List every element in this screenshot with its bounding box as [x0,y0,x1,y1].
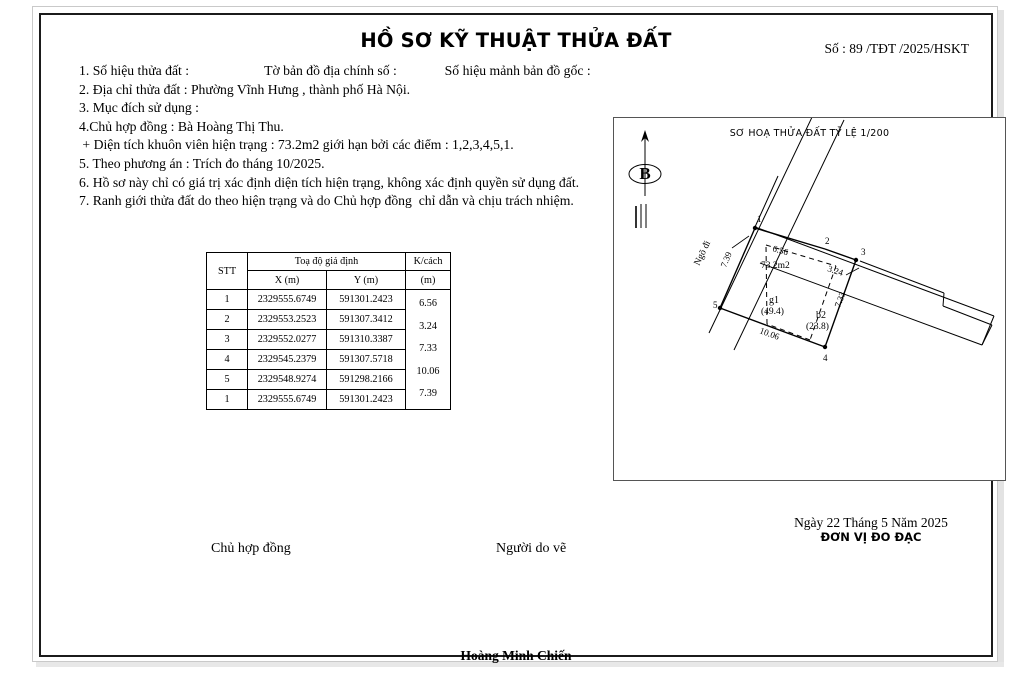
edge-label-3-4: 7.33 [832,290,848,309]
cell-distance: 7.33 [419,343,437,355]
parcel-sketch-panel [613,117,1006,481]
edge-label-4-5: 10.06 [758,325,781,342]
info-line-8: 7. Ranh giới thửa đất do theo hiện trạng và do Chủ hợp đồng chỉ dẫn và chịu trách nhiệm. [79,193,574,209]
edge-label-5-1: 7.39 [718,250,734,269]
area-label: 73.2m2 [761,261,790,271]
info-line-2: 2. Địa chỉ thửa đất : Phường Vĩnh Hưng , thành phố Hà Nội. [79,81,411,97]
cell-stt: 1 [207,390,248,410]
cell-distance: 10.06 [416,365,440,377]
info-line-3: 3. Mục đích sử dụng : [79,100,199,116]
cell-y: 591298.2166 [327,370,406,390]
info-line-6: 5. Theo phương án : Trích đo tháng 10/2025. [79,155,325,171]
parcel-sub-area: (23.8) [806,322,829,332]
signature-name: Hoàng Minh Chiến [460,648,572,663]
cell-y: 591307.3412 [327,310,406,330]
cell-x: 2329555.6749 [248,390,327,410]
info-line-7: 6. Hồ sơ này chỉ có giá trị xác định diện tích hiện trạng, không xác định quyền sử dụng đất. [79,174,580,190]
cell-stt: 5 [207,370,248,390]
page-title: HỒ SƠ KỸ THUẬT THỬA ĐẤT [360,29,672,52]
cell-x: 2329545.2379 [248,350,327,370]
parcel-main-code: g1 [769,295,779,306]
table-header-x: X (m) [248,271,327,290]
coordinate-table [206,252,451,410]
edge-label-1-2: 6.56 [771,243,790,258]
cell-distance: 7.39 [419,388,437,400]
footer-date: Ngày 22 Tháng 5 Năm 2025 [794,515,948,530]
vertex-label-4: 4 [823,353,828,363]
cell-x: 2329552.0277 [248,330,327,350]
page-inner-border [39,13,993,663]
cell-y: 591310.3387 [327,330,406,350]
parcel-sketch-svg [614,118,1005,480]
table-header-group: Toạ độ giả định [248,253,406,271]
cell-x: 2329548.9274 [248,370,327,390]
table-header-y: Y (m) [327,271,406,290]
cell-stt: 3 [207,330,248,350]
cell-stt: 2 [207,310,248,330]
parcel-vertices [718,226,858,349]
cell-y: 591307.5718 [327,350,406,370]
cell-y: 591301.2423 [327,290,406,310]
edge-label-2-3: 3.24 [826,263,845,278]
cell-stt: 4 [207,350,248,370]
document-number: Số : 89 /TĐT /2025/HSKT [824,41,969,56]
map-title: SƠ HOẠ THỬA ĐẤT TỶ LỆ 1/200 [729,128,890,139]
info-block [79,62,699,211]
cell-stt: 1 [207,290,248,310]
table-header-stt: STT [207,253,248,290]
cell-distance-group [406,290,451,410]
table-header-distance-unit: (m) [406,271,451,290]
cell-distance: 3.24 [419,320,437,332]
parcel-main-area: (49.4) [761,307,784,317]
cell-distance: 6.56 [419,298,437,310]
info-line-1: 1. Số hiệu thửa đất : Tờ bản đồ địa chính số : Số hiệu mảnh bản đồ gốc : [79,63,591,78]
cell-y: 591301.2423 [327,390,406,410]
vertex-label-2: 2 [825,236,830,246]
alley-label: Ngõ đi [692,239,714,268]
table-row [207,290,451,310]
vertex-label-1: 1 [757,214,762,224]
parcel-sub-code: b2 [816,310,826,321]
info-line-5: + Diện tích khuôn viên hiện trạng : 73.2m2 giới hạn bởi các điểm : 1,2,3,4,5,1. [79,137,514,153]
table-header-distance: K/cách [406,253,451,271]
signature-label-owner: Chủ hợp đồng [211,541,291,556]
cell-x: 2329555.6749 [248,290,327,310]
document-page [32,6,998,662]
vertex-label-5: 5 [713,300,718,310]
compass-label: B [639,164,651,183]
parcel-boundary [720,228,856,347]
right-road-band [760,235,994,345]
info-line-4: 4.Chủ hợp đồng : Bà Hoàng Thị Thu. [79,118,284,134]
footer-unit: ĐƠN VỊ ĐO ĐẠC [820,530,922,544]
neighbor-building-outline [755,176,778,235]
signature-label-surveyor: Người do vẽ [496,541,567,556]
vertex-label-3: 3 [861,247,866,257]
cell-x: 2329553.2523 [248,310,327,330]
